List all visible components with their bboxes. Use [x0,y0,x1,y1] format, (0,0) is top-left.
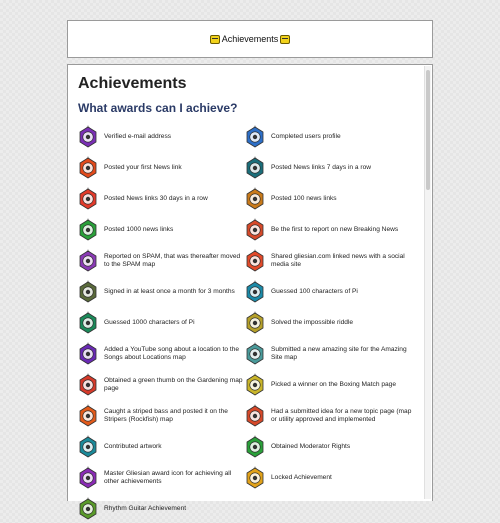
achievement-label: Signed in at least once a month for 3 months [104,288,235,295]
achievement-item [245,371,418,399]
achievement-item [245,247,418,275]
achievement-item [78,216,248,244]
achievement-row [78,123,418,151]
fish-icon [78,403,98,429]
trophy-icon [78,465,98,491]
header-banner [67,20,433,58]
achievement-label: Posted News links 30 days in a row [104,195,208,202]
achievement-label: Solved the impossible riddle [271,319,354,326]
achievement-item [245,433,418,461]
leaf-icon [78,372,98,398]
achievement-item [78,247,248,275]
user-icon [245,124,265,150]
calendar-icon [245,155,265,181]
megaphone-icon [245,217,265,243]
achievement-item [245,278,418,306]
achievement-label: Contributed artwork [104,443,162,450]
achievement-item [78,433,248,461]
vertical-scrollbar[interactable] [424,66,431,499]
lock-icon [245,465,265,491]
achievement-item [245,309,418,337]
news-icon [78,155,98,181]
page-subtitle: What awards can I achieve? [78,101,238,115]
spam-icon [78,248,98,274]
smiley-icon [280,35,290,44]
achievement-row [78,340,418,368]
achievement-item [245,123,418,151]
achievement-label: Picked a winner on the Boxing Match page [271,381,396,388]
achievement-row [78,216,418,244]
achievement-row [78,495,418,523]
achievement-item [78,371,248,399]
counter-icon [245,186,265,212]
achievement-label: Added a YouTube song about a location to the Songs about Locations map [104,346,240,361]
gavel-icon [245,434,265,460]
achievement-item [78,185,248,213]
signin-icon [78,279,98,305]
glove-icon [245,372,265,398]
achievement-row [78,464,418,492]
achievement-label: Caught a striped bass and posted it on the Stripers (Rockfish) map [104,408,228,423]
achievement-label: Obtained a green thumb on the Gardening map page [104,377,243,392]
achievement-row [78,309,418,337]
achievement-label: Posted your first News link [104,164,182,171]
achievement-item [78,495,248,523]
guitar-icon [78,496,98,522]
achievement-label: Be the first to report on new Breaking News [271,226,399,233]
achievement-item [245,402,418,430]
achievement-label: Verified e-mail address [104,133,172,140]
lightbulb-icon [245,403,265,429]
achievement-label: Posted News links 7 days in a row [271,164,372,171]
achievement-item [78,309,248,337]
achievement-item [78,340,248,368]
achievement-item [245,185,418,213]
share-icon [245,248,265,274]
achievement-item [245,216,418,244]
pi-icon [245,279,265,305]
achievement-item [245,154,418,182]
achievement-row [78,371,418,399]
achievement-item [78,154,248,182]
achievement-row [78,154,418,182]
achievement-item [78,402,248,430]
achievement-label: Locked Achievement [271,474,332,481]
achievement-label: Submitted a new amazing site for the Amazing Site map [271,346,407,361]
achievement-label: Guessed 1000 characters of Pi [104,319,195,326]
header-title: Achievements [221,34,279,44]
music-icon [78,341,98,367]
achievement-row [78,247,418,275]
achievement-label: Master Gliesian award icon for achieving all other achievements [104,470,232,485]
achievement-label: Obtained Moderator Rights [271,443,351,450]
star-icon [245,341,265,367]
scrollbar-thumb[interactable] [426,70,430,190]
achievement-label: Posted 1000 news links [104,226,174,233]
envelope-icon [78,124,98,150]
achievement-label: Rhythm Guitar Achievement [104,505,187,512]
counter-icon [78,217,98,243]
calendar-icon [78,186,98,212]
achievement-label: Reported on SPAM, that was thereafter moved to the SPAM map [104,253,241,268]
achievement-label: Had a submitted idea for a new topic page (map or utility approved and implemented [271,408,412,423]
achievement-item [78,123,248,151]
achievement-label: Posted 100 news links [271,195,337,202]
achievement-row [78,278,418,306]
achievement-item [78,464,248,492]
pi-icon [78,310,98,336]
achievement-label: Shared gliesian.com linked news with a social media site [271,253,405,268]
page-title: Achievements [78,75,187,92]
achievement-label: Guessed 100 characters of Pi [271,288,358,295]
achievement-row [78,433,418,461]
achievement-item [245,340,418,368]
achievement-row [78,402,418,430]
palette-icon [78,434,98,460]
achievement-row [78,185,418,213]
smiley-icon [210,35,220,44]
achievement-item [78,278,248,306]
achievement-label: Completed users profile [271,133,341,140]
achievement-item [245,464,418,492]
achievements-panel [67,64,433,512]
question-icon [245,310,265,336]
